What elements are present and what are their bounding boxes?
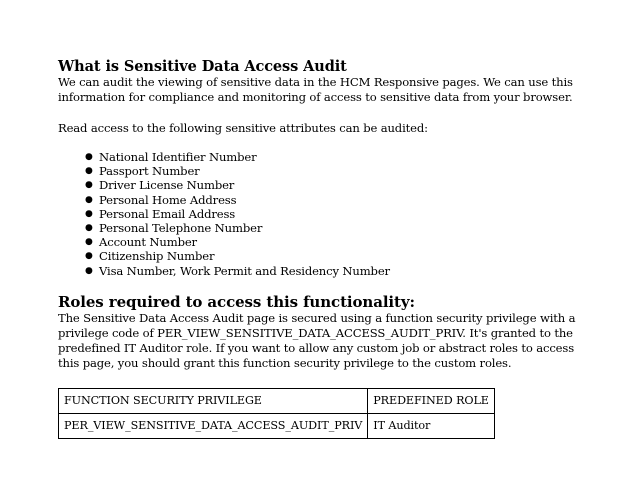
table-row xyxy=(59,413,495,438)
list-item: ● Citizenship Number xyxy=(85,249,215,264)
privilege-table xyxy=(58,388,495,439)
bullet-icon: ● xyxy=(85,265,93,276)
section-heading-roles-required: Roles required to access this functionality: xyxy=(58,292,415,311)
table-cell-role: IT Auditor xyxy=(368,413,495,438)
list-item: ● Account Number xyxy=(85,235,197,250)
list-item: ● Visa Number, Work Permit and Residency Number xyxy=(85,263,390,278)
document-page xyxy=(58,58,588,439)
bullet-icon: ● xyxy=(85,194,93,205)
intro-paragraph: We can audit the viewing of sensitive data in the HCM Responsive pages. We can use this information for compliance and monitoring of access to sensitive data from your browser. xyxy=(58,75,573,104)
bullet-icon: ● xyxy=(85,237,93,248)
table-header-role: PREDEFINED ROLE xyxy=(368,388,495,413)
sensitive-attributes-list xyxy=(58,150,588,278)
list-item: ● Personal Email Address xyxy=(85,206,236,221)
roles-paragraph: The Sensitive Data Access Audit page is secured using a function security privilege with a privilege code of PER_VIEW_SENSITIVE_DATA_ACCESS_AUDIT_PRIV. It's granted to the predefined IT Auditor role. If you want to allow any custom job or abstract roles to access this page, you should grant this function security privilege to the custom roles. xyxy=(58,310,576,370)
bullet-icon: ● xyxy=(85,251,93,262)
bullet-icon: ● xyxy=(85,152,93,162)
list-item: ● Personal Telephone Number xyxy=(85,221,263,236)
bullet-icon: ● xyxy=(85,208,93,219)
table-header-privilege: FUNCTION SECURITY PRIVILEGE xyxy=(59,388,368,413)
bullet-icon: ● xyxy=(85,223,93,234)
list-item: ● Driver License Number xyxy=(85,178,235,193)
bullet-icon: ● xyxy=(85,166,93,177)
bullet-icon: ● xyxy=(85,180,93,191)
list-item: ● Personal Home Address xyxy=(85,192,237,207)
table-cell-privilege: PER_VIEW_SENSITIVE_DATA_ACCESS_AUDIT_PRIV xyxy=(59,413,368,438)
read-access-paragraph: Read access to the following sensitive attributes can be audited: xyxy=(58,121,428,135)
list-item: ● National Identifier Number xyxy=(85,150,257,164)
table-header-row xyxy=(59,388,495,413)
list-item: ● Passport Number xyxy=(85,164,200,179)
section-heading-sensitive-data-audit: What is Sensitive Data Access Audit xyxy=(58,58,347,75)
